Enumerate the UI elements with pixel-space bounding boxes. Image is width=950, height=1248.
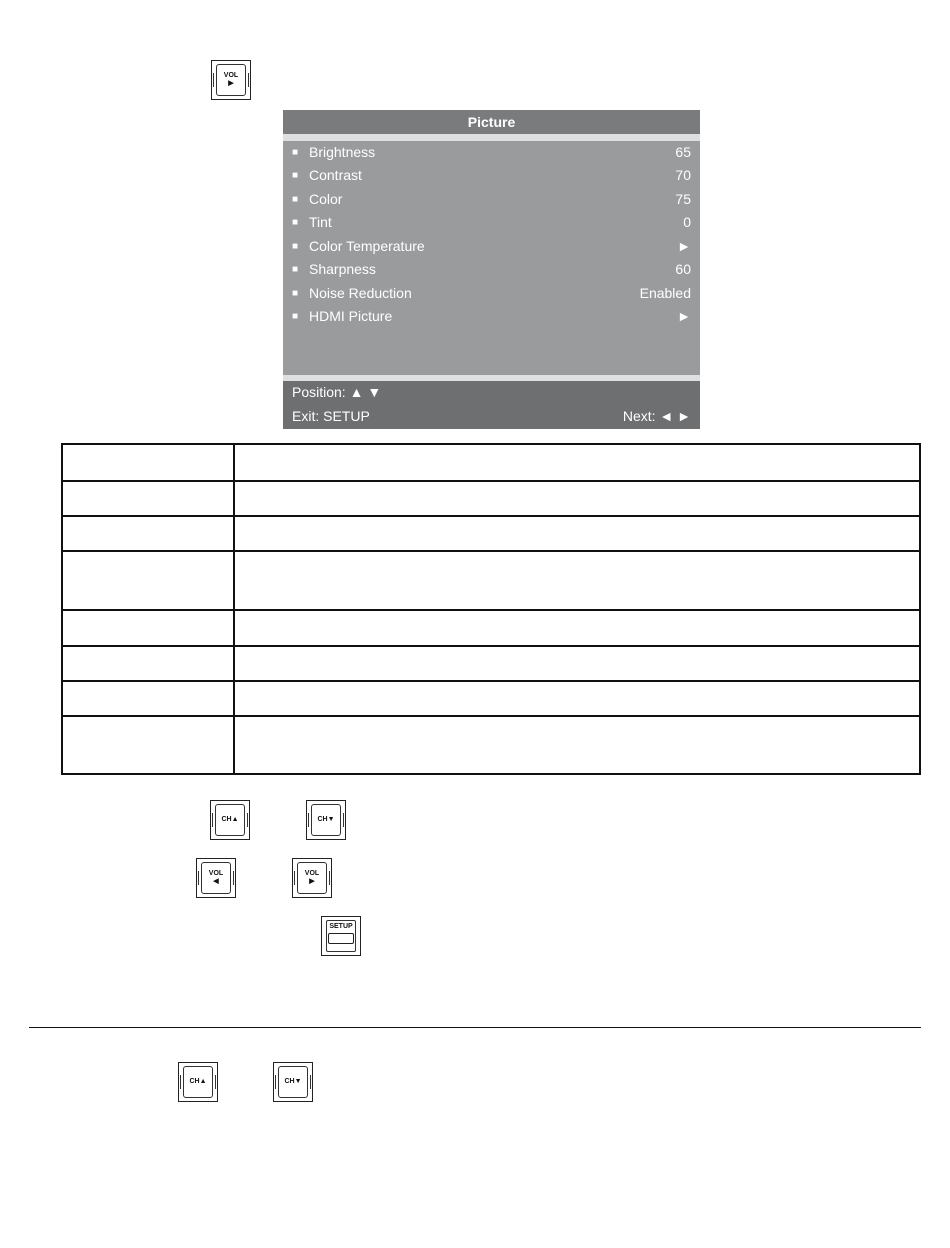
table-cell [62, 444, 234, 481]
setup-key-label: SETUP [329, 923, 353, 930]
ch-down-key-icon [273, 1062, 313, 1102]
table-cell [62, 516, 234, 551]
table-cell [234, 481, 920, 516]
vol-key-label: VOL [208, 870, 224, 877]
setup-key-slot [328, 933, 354, 944]
menu-title-divider [283, 134, 700, 141]
menu-item-value: 65 [675, 144, 691, 160]
menu-item-brightness[interactable] [283, 141, 700, 164]
menu-item-label: Contrast [309, 167, 362, 183]
table-row [62, 646, 920, 681]
menu-item-value: 60 [675, 261, 691, 277]
bullet-icon: ■ [292, 241, 299, 252]
bullet-icon: ■ [292, 311, 299, 322]
ch-down-key-label: CH▼ [284, 1078, 302, 1085]
table-cell [62, 646, 234, 681]
picture-menu [283, 110, 700, 429]
table-row [62, 481, 920, 516]
table-row [62, 681, 920, 716]
table-cell [234, 551, 920, 610]
table-cell [62, 481, 234, 516]
table-cell [234, 646, 920, 681]
menu-item-label: Color [309, 191, 343, 207]
bullet-icon: ■ [292, 264, 299, 275]
table-cell [234, 444, 920, 481]
setup-key-icon [321, 916, 361, 956]
table-cell [234, 681, 920, 716]
bullet-icon: ■ [292, 217, 299, 228]
ch-up-key-label: CH▲ [221, 816, 239, 823]
vol-key-label: VOL [223, 72, 239, 79]
left-arrow-glyph: ◀ [213, 878, 219, 885]
menu-item-label: Color Temperature [309, 238, 425, 254]
right-arrow-glyph: ▶ [309, 878, 315, 885]
ch-down-key-icon [306, 800, 346, 840]
table-cell [62, 551, 234, 610]
menu-item-contrast[interactable] [283, 164, 700, 187]
table-cell [62, 681, 234, 716]
settings-description-table [61, 443, 921, 775]
submenu-arrow-icon: ► [677, 308, 691, 324]
ch-down-key-label: CH▼ [317, 816, 335, 823]
submenu-arrow-icon: ► [677, 238, 691, 254]
menu-item-value: 75 [675, 191, 691, 207]
bullet-icon: ■ [292, 288, 299, 299]
menu-item-label: HDMI Picture [309, 308, 393, 324]
table-row [62, 551, 920, 610]
menu-item-label: Sharpness [309, 261, 376, 277]
table-row [62, 716, 920, 774]
table-row [62, 610, 920, 646]
menu-item-tint[interactable] [283, 211, 700, 234]
table-cell [234, 516, 920, 551]
section-divider [29, 1027, 921, 1028]
vol-right-key-icon [292, 858, 332, 898]
menu-item-value: 70 [675, 167, 691, 183]
menu-item-hdmi-picture[interactable] [283, 305, 700, 328]
bullet-icon: ■ [292, 147, 299, 158]
ch-up-key-icon [178, 1062, 218, 1102]
menu-item-value: Enabled [639, 285, 691, 301]
menu-item-value: 0 [683, 214, 691, 230]
ch-up-key-icon [210, 800, 250, 840]
ch-up-key-label: CH▲ [189, 1078, 207, 1085]
menu-item-label: Noise Reduction [309, 285, 412, 301]
vol-key-label: VOL [304, 870, 320, 877]
menu-item-color[interactable] [283, 188, 700, 211]
menu-item-noise-reduction[interactable] [283, 282, 700, 305]
menu-item-sharpness[interactable] [283, 258, 700, 281]
exit-hint: Exit: SETUP [292, 408, 370, 424]
bullet-icon: ■ [292, 194, 299, 205]
right-arrow-glyph: ▶ [228, 80, 234, 87]
menu-item-color-temperature[interactable] [283, 235, 700, 258]
table-cell [62, 716, 234, 774]
menu-item-label: Tint [309, 214, 332, 230]
table-cell [234, 716, 920, 774]
menu-title: Picture [283, 110, 700, 134]
bullet-icon: ■ [292, 170, 299, 181]
vol-right-key-icon [211, 60, 251, 100]
table-row [62, 444, 920, 481]
next-hint: Next: ◄ ► [622, 408, 691, 424]
vol-left-key-icon [196, 858, 236, 898]
menu-footer [283, 381, 700, 429]
table-cell [62, 610, 234, 646]
table-row [62, 516, 920, 551]
position-hint: Position: ▲ ▼ [292, 384, 382, 400]
menu-item-label: Brightness [309, 144, 376, 160]
table-cell [234, 610, 920, 646]
